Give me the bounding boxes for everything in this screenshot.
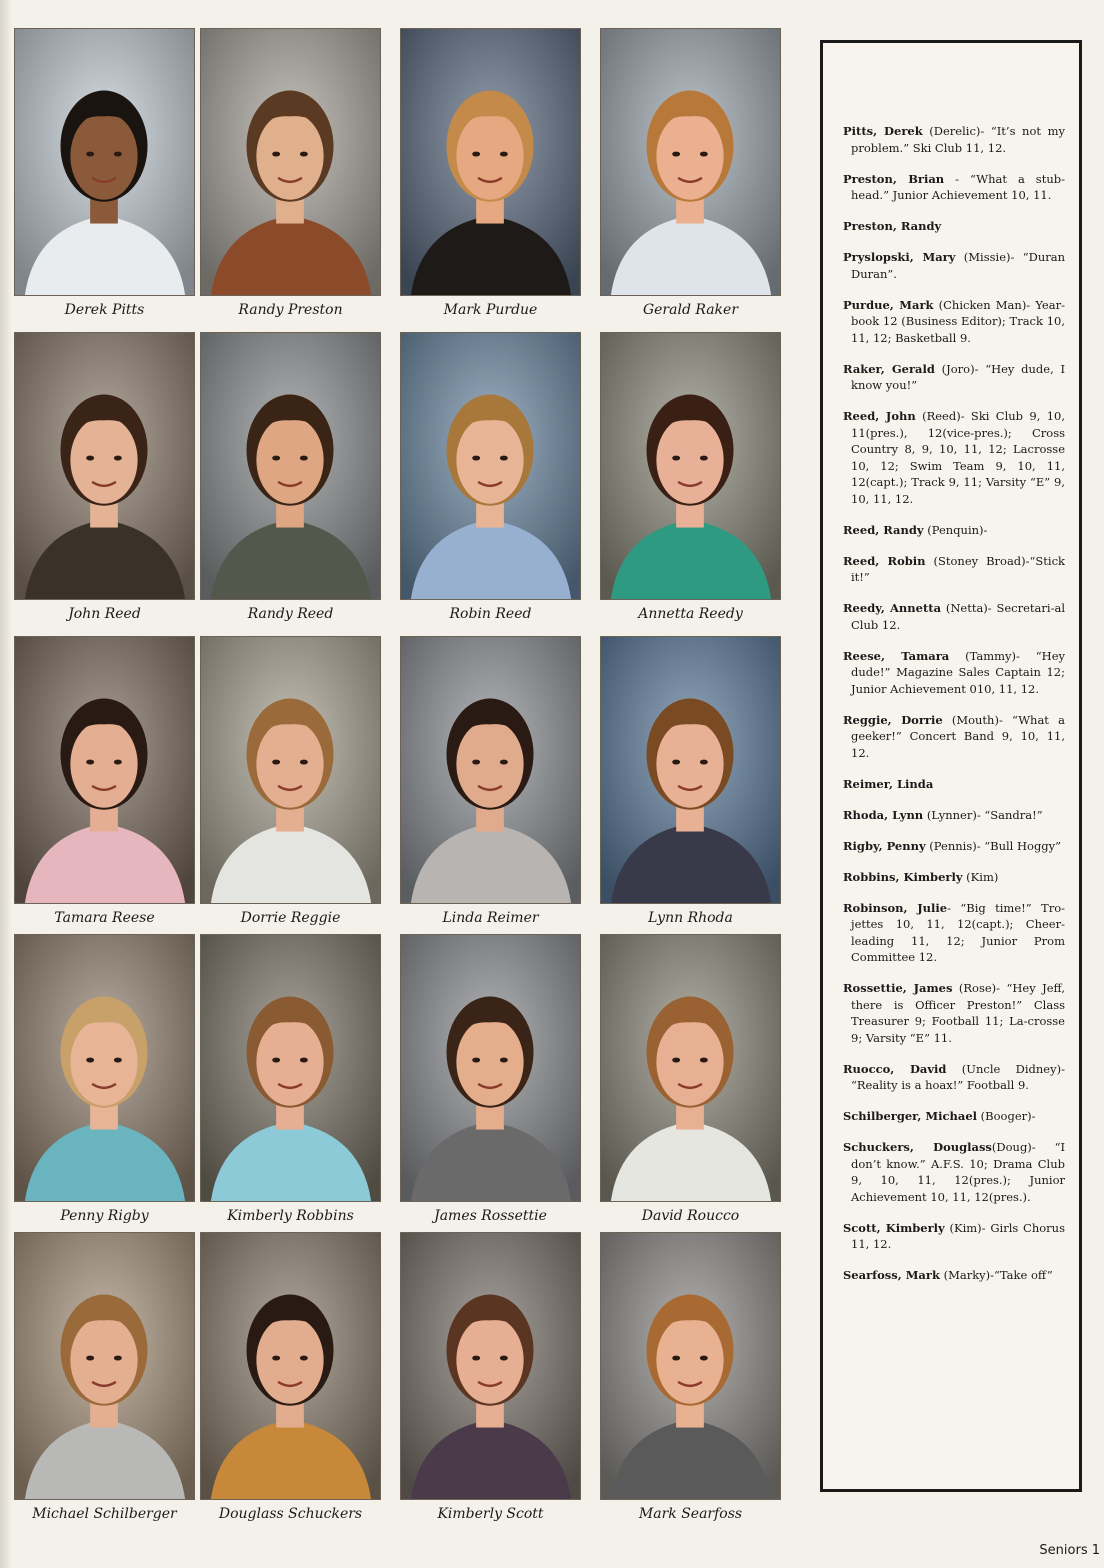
biography-entry xyxy=(843,600,1065,633)
biography-entry xyxy=(843,776,1065,793)
portrait-photo xyxy=(200,636,381,904)
biography-text: (Kim) xyxy=(962,869,999,884)
biography-text: (Missie)- “Duran Duran”. xyxy=(851,250,1065,281)
portrait-photo xyxy=(400,28,581,296)
biography-name: Preston, Randy xyxy=(843,219,942,233)
biography-name: Schuckers, Douglass xyxy=(843,1140,992,1154)
portrait-caption: David Roucco xyxy=(641,1208,740,1224)
biography-text: (Pennis)- “Bull Hoggy” xyxy=(925,838,1062,853)
portrait-caption: Mark Purdue xyxy=(443,302,538,318)
biography-name: Pryslopski, Mary xyxy=(843,250,956,264)
biography-name: Rigby, Penny xyxy=(843,838,926,853)
biography-entry xyxy=(843,869,1065,886)
portrait-caption: Gerald Raker xyxy=(642,302,739,318)
portrait-caption: Lynn Rhoda xyxy=(648,910,733,926)
portrait-photo xyxy=(14,1232,195,1500)
biography-name: Preston, Brian xyxy=(843,171,945,186)
senior-biographies-panel xyxy=(820,40,1082,1492)
biography-text: (Tammy)- “Hey dude!” Magazine Sales Captain 12; Junior Achievement 010, 11, 12. xyxy=(851,648,1065,696)
biography-entry xyxy=(843,522,1065,539)
portrait-grid xyxy=(14,22,806,1542)
biography-name: Rhoda, Lynn xyxy=(843,807,924,822)
biography-entry xyxy=(843,171,1065,204)
biography-text: (Booger)- xyxy=(977,1109,1036,1123)
biography-entry xyxy=(843,1061,1065,1094)
biography-entry xyxy=(843,1267,1065,1284)
biography-name: Reedy, Annetta xyxy=(843,601,942,615)
biography-name: Reese, Tamara xyxy=(843,648,950,663)
biography-name: Pitts, Derek xyxy=(843,124,923,138)
portrait-caption: Kimberly Scott xyxy=(437,1506,544,1522)
biography-entry xyxy=(843,807,1065,824)
biography-name: Purdue, Mark xyxy=(843,297,934,312)
biography-entry xyxy=(843,408,1065,507)
biography-entry xyxy=(843,218,1065,235)
portrait-photo xyxy=(200,934,381,1202)
biography-entry xyxy=(843,1220,1065,1253)
biography-name: Ruocco, David xyxy=(843,1061,947,1076)
portrait-photo xyxy=(14,28,195,296)
portrait-photo xyxy=(600,1232,781,1500)
biography-text: (Mouth)- “What a geeker!” Concert Band 9, 10, 11, 12. xyxy=(851,712,1065,760)
portrait-caption: Tamara Reese xyxy=(54,910,155,926)
portrait-caption: Randy Reed xyxy=(247,606,334,622)
biography-entry xyxy=(843,553,1065,586)
portrait-photo xyxy=(400,636,581,904)
biography-entry xyxy=(843,123,1065,156)
portrait-photo xyxy=(14,636,195,904)
portrait-caption: Linda Reimer xyxy=(442,910,539,926)
biography-entry xyxy=(843,361,1065,394)
portrait-photo xyxy=(400,934,581,1202)
biography-text: - “Big time!” Tro-jettes 10, 11, 12(capt.); Cheer-leading 11, 12; Junior Prom Committee 12. xyxy=(851,900,1065,964)
biography-entry xyxy=(843,1108,1065,1125)
biography-list xyxy=(843,123,1065,1298)
portrait-photo xyxy=(600,934,781,1202)
portrait-caption: Kimberly Robbins xyxy=(227,1208,354,1224)
portrait-caption: Penny Rigby xyxy=(60,1208,149,1224)
portrait-photo xyxy=(200,28,381,296)
portrait-photo xyxy=(14,332,195,600)
biography-name: Rossettie, James xyxy=(843,981,953,995)
biography-entry xyxy=(843,838,1065,855)
portrait-caption: Dorrie Reggie xyxy=(240,910,341,926)
biography-text: (Derelic)- “It’s not my problem.” Ski Club 11, 12. xyxy=(851,124,1066,155)
portrait-caption: John Reed xyxy=(68,606,141,622)
portrait-photo xyxy=(400,332,581,600)
biography-name: Reimer, Linda xyxy=(843,776,934,791)
page-binding-edge xyxy=(0,0,12,1568)
portrait-caption: Derek Pitts xyxy=(64,302,145,318)
portrait-photo xyxy=(600,28,781,296)
biography-entry xyxy=(843,1139,1065,1205)
portrait-photo xyxy=(200,1232,381,1500)
portrait-photo xyxy=(600,332,781,600)
portrait-caption: Michael Schilberger xyxy=(32,1506,177,1522)
biography-name: Reggie, Dorrie xyxy=(843,712,943,727)
biography-name: Schilberger, Michael xyxy=(843,1109,978,1123)
biography-name: Searfoss, Mark xyxy=(843,1268,940,1282)
biography-name: Reed, John xyxy=(843,409,916,423)
biography-name: Robbins, Kimberly xyxy=(843,869,963,884)
portrait-caption: Mark Searfoss xyxy=(638,1506,743,1522)
biography-text: (Stoney Broad)-“Stick it!” xyxy=(851,553,1065,584)
biography-name: Robinson, Julie xyxy=(843,900,948,915)
biography-text: - “What a stub-head.” Junior Achievement 10, 11. xyxy=(851,171,1065,202)
portrait-photo xyxy=(600,636,781,904)
biography-name: Scott, Kimberly xyxy=(843,1220,945,1235)
biography-entry xyxy=(843,249,1065,282)
biography-text: (Reed)- Ski Club 9, 10, 11(pres.), 12(vice-pres.); Cross Country 8, 9, 10, 11, 12; Lacrosse 10, 12; Swim Team 9, 10, 11, 12(capt.); Track 9, 11; Varsity “E” 9, 10, 11, 12. xyxy=(851,409,1065,506)
biography-entry xyxy=(843,712,1065,762)
portrait-photo xyxy=(14,934,195,1202)
biography-text: (Netta)- Secretari-al Club 12. xyxy=(851,601,1066,632)
biography-text: (Kim)- Girls Chorus 11, 12. xyxy=(851,1220,1065,1251)
biography-entry xyxy=(843,980,1065,1046)
biography-text: (Marky)-“Take off” xyxy=(939,1268,1053,1282)
biography-name: Reed, Robin xyxy=(843,553,926,568)
portrait-caption: Randy Preston xyxy=(238,302,343,318)
biography-name: Reed, Randy xyxy=(843,522,924,537)
biography-text: (Rose)- “Hey Jeff, there is Officer Preston!” Class Treasurer 9; Football 11; La-crosse 9; Varsity “E” 11. xyxy=(851,981,1065,1045)
portrait-photo xyxy=(200,332,381,600)
portrait-caption: Annetta Reedy xyxy=(638,606,743,622)
portrait-caption: Robin Reed xyxy=(449,606,532,622)
biography-entry xyxy=(843,648,1065,698)
biography-text: (Joro)- “Hey dude, I know you!” xyxy=(851,361,1065,392)
biography-entry xyxy=(843,900,1065,966)
biography-entry xyxy=(843,297,1065,347)
portrait-photo xyxy=(400,1232,581,1500)
biography-text: (Uncle Didney)- “Reality is a hoax!” Football 9. xyxy=(851,1061,1065,1092)
biography-text: (Chicken Man)- Year-book 12 (Business Editor); Track 10, 11, 12; Basketball 9. xyxy=(851,297,1065,345)
biography-text: (Penquin)- xyxy=(923,522,988,537)
portrait-caption: James Rossettie xyxy=(434,1208,547,1224)
page-footer: Seniors 1 xyxy=(1039,1543,1100,1558)
biography-text: (Doug)- “I don’t know.” A.F.S. 10; Drama Club 9, 10, 11, 12(pres.); Junior Achievement 10, 11, 12(pres.). xyxy=(851,1140,1065,1204)
biography-text: (Lynner)- “Sandra!” xyxy=(923,807,1043,822)
portrait-caption: Douglass Schuckers xyxy=(218,1506,363,1522)
biography-name: Raker, Gerald xyxy=(843,361,935,376)
